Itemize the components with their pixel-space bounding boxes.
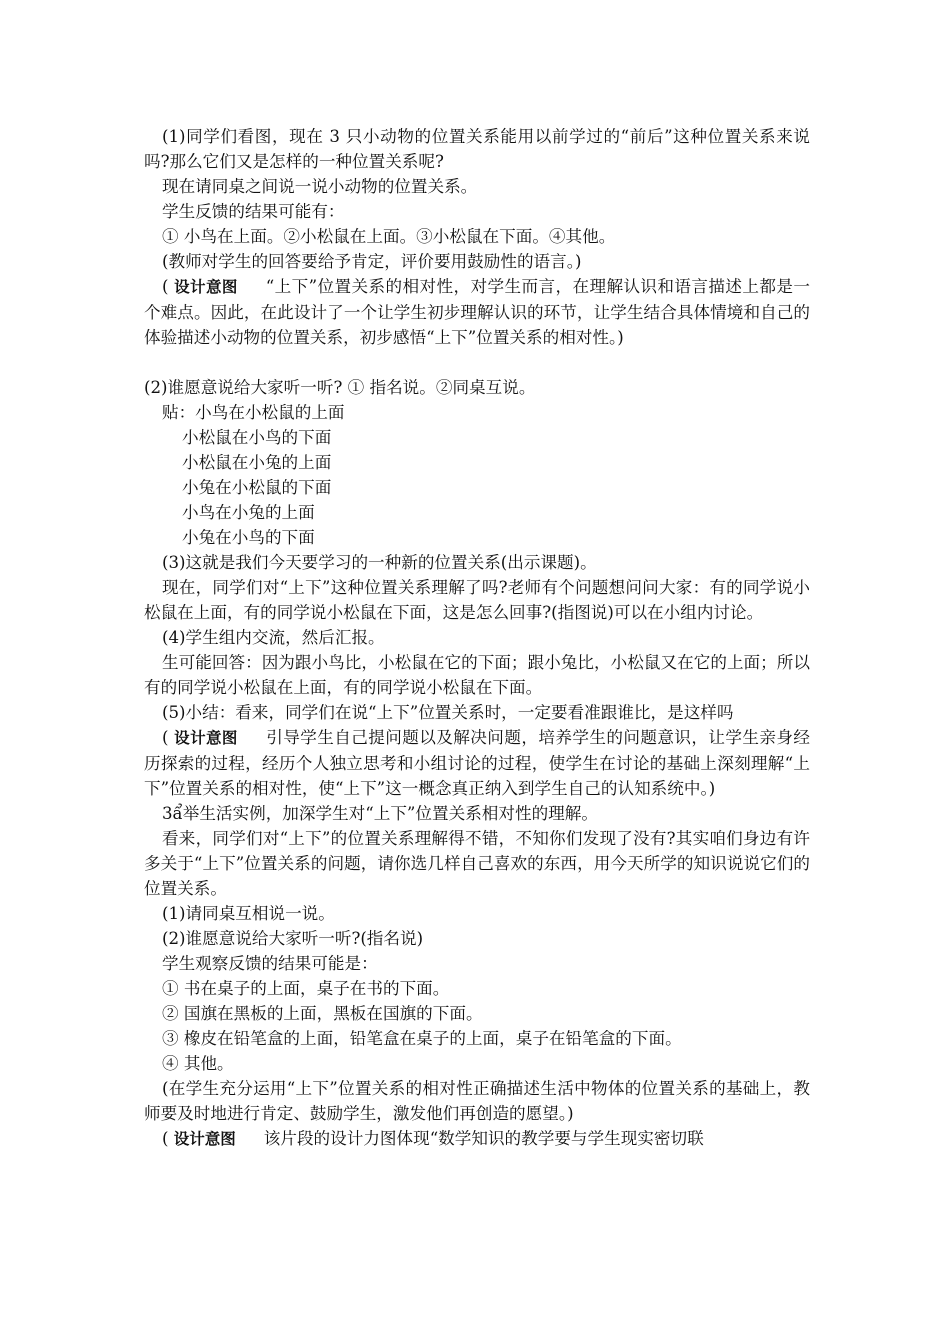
paragraph-summary-5: (5)小结：看来，同学们在说“上下”位置关系时，一定要看准跟谁比，是这样吗 [162, 703, 734, 722]
paragraph-life-examples: 看来，同学们对“上下”的位置关系理解得不错，不知你们发现了没有?其实咱们身边有许多关于“上下”位置关系的问题，请你选几样自己喜欢的东西，用今天所学的知识说说它们的位置关系。 [144, 829, 810, 898]
paragraph-feedback-options: ① 小鸟在上面。②小松鼠在上面。③小松鼠在下面。④其他。 [162, 227, 616, 246]
paragraph-teacher-guidance: (在学生充分运用“上下”位置关系的相对性正确描述生活中物体的位置关系的基础上，教师要及时地进行肯定、鼓励学生，激发他们再创造的愿望。) [144, 1079, 810, 1123]
paragraph-question-4: (4)学生组内交流，然后汇报。 [162, 628, 385, 647]
document-page [144, 124, 810, 1152]
design-intent-text: “上下”位置关系的相对性，对学生而言，在理解认识和语言描述上都是一个难点。因此，在此设计了一个让学生初步理解认识的环节，让学生结合具体情境和自己的体验描述小动物的位置关系，初步感悟“上下”位置关系的相对性。) [144, 277, 810, 347]
paragraph-observation-2: ② 国旗在黑板的上面，黑板在国旗的下面。 [162, 1004, 483, 1023]
paragraph-student-answer: 生可能回答：因为跟小鸟比，小松鼠在它的下面；跟小兔比，小松鼠又在它的上面；所以有的同学说小松鼠在上面，有的同学说小松鼠在下面。 [144, 653, 810, 697]
design-intent-label: 设计意图 [174, 278, 238, 296]
paragraph-observation-3: ③ 橡皮在铅笔盒的上面，铅笔盒在桌子的上面，桌子在铅笔盒的下面。 [162, 1029, 682, 1048]
design-intent-text: 引导学生自己提问题以及解决问题，培养学生的问题意识，让学生亲身经历探索的过程，经历个人独立思考和小组讨论的过程，使学生在讨论的基础上深刻理解“上下”位置关系的相对性，使“上下”这一概念真正纳入到学生自己的认知系统中。) [144, 728, 811, 798]
design-intent-open: ( [162, 728, 175, 747]
paragraph-question-3: (3)这就是我们今天要学习的一种新的位置关系(出示课题)。 [162, 553, 597, 572]
paragraph-step-2: (2)谁愿意说给大家听一听?(指名说) [162, 929, 424, 948]
paragraph-design-intent-1 [144, 274, 810, 350]
paragraph-question-1: (1)同学们看图，现在 3 只小动物的位置关系能用以前学过的“前后”这种位置关系来说吗?那么它们又是怎样的一种位置关系呢? [144, 127, 810, 171]
paragraph-posted-5: 小鸟在小兔的上面 [182, 503, 315, 522]
paragraph-question-2: (2)谁愿意说给大家听一听? ① 指名说。②同桌互说。 [144, 378, 536, 397]
design-intent-open: ( [162, 1129, 174, 1148]
paragraph-posted-3: 小松鼠在小兔的上面 [182, 453, 332, 472]
design-intent-open: ( [162, 277, 175, 296]
paragraph-spacer [144, 350, 810, 375]
paragraph-section-3: 3ẩ举生活实例，加深学生对“上下”位置关系相对性的理解。 [162, 804, 598, 823]
paragraph-feedback-intro: 学生反馈的结果可能有： [162, 202, 345, 221]
paragraph-observation-4: ④ 其他。 [162, 1054, 234, 1073]
paragraph-design-intent-2 [144, 725, 810, 801]
paragraph-observation-intro: 学生观察反馈的结果可能是： [162, 954, 378, 973]
design-intent-label: 设计意图 [174, 729, 238, 747]
paragraph-posted-1: 贴：小鸟在小松鼠的上面 [162, 403, 345, 422]
paragraph-instruction: 现在请同桌之间说一说小动物的位置关系。 [162, 177, 478, 196]
paragraph-design-intent-3 [144, 1126, 810, 1152]
paragraph-discussion-prompt: 现在，同学们对“上下”这种位置关系理解了吗?老师有个问题想问问大家：有的同学说小松鼠在上面，有的同学说小松鼠在下面，这是怎么回事?(指图说)可以在小组内讨论。 [144, 578, 810, 622]
design-intent-text: 该片段的设计力图体现“数学知识的教学要与学生现实密切联 [263, 1129, 704, 1148]
paragraph-observation-1: ① 书在桌子的上面，桌子在书的下面。 [162, 979, 450, 998]
paragraph-posted-4: 小兔在小松鼠的下面 [182, 478, 332, 497]
paragraph-step-1: (1)请同桌互相说一说。 [162, 904, 335, 923]
paragraph-posted-2: 小松鼠在小鸟的下面 [182, 428, 332, 447]
design-intent-label: 设计意图 [173, 1130, 236, 1148]
paragraph-posted-6: 小兔在小鸟的下面 [182, 528, 315, 547]
paragraph-teacher-note: (教师对学生的回答要给予肯定，评价要用鼓励性的语言。) [162, 252, 582, 271]
